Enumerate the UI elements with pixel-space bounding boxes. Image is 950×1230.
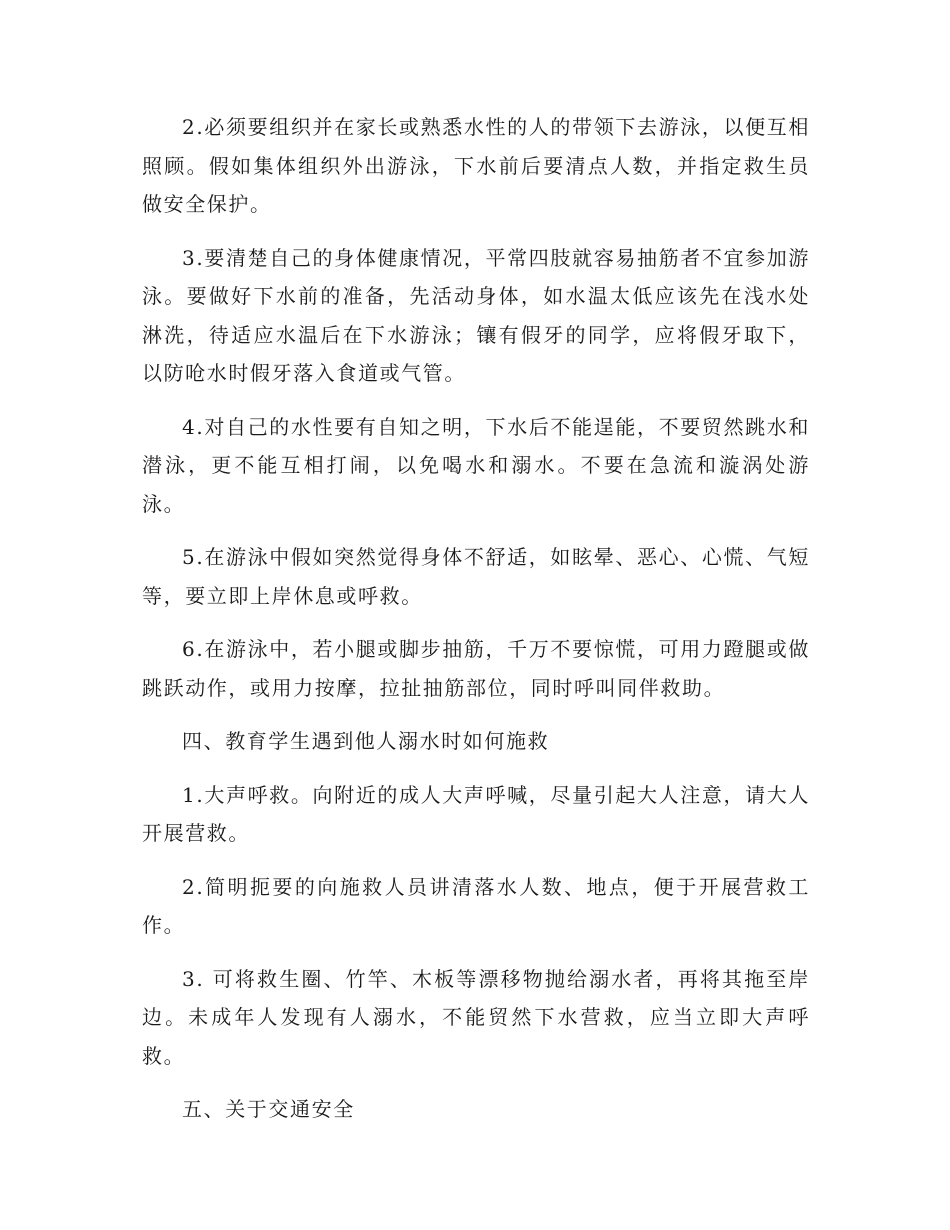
paragraph-item-4: 4.对自己的水性要有自知之明，下水后不能逞能，不要贸然跳水和潜泳，更不能互相打闹，以免喝水和溺水。不要在急流和漩涡处游泳。: [142, 414, 810, 516]
paragraph-rescue-3: 3. 可将救生圈、竹竿、木板等漂移物抛给溺水者，再将其拖至岸边。未成年人发现有人溺水，不能贸然下水营救，应当立即大声呼救。: [142, 966, 810, 1068]
paragraph-rescue-2: 2.简明扼要的向施救人员讲清落水人数、地点，便于开展营救工作。: [142, 874, 810, 937]
paragraph-item-5: 5.在游泳中假如突然觉得身体不舒适，如眩晕、恶心、心慌、气短等，要立即上岸休息或呼救。: [142, 545, 810, 608]
section-heading-5: 五、关于交通安全: [182, 1097, 355, 1121]
section-heading-4: 四、教育学生遇到他人溺水时如何施救: [182, 729, 550, 753]
document-body: [142, 108, 810, 1144]
paragraph-item-2: 2.必须要组织并在家长或熟悉水性的人的带领下去游泳，以便互相照顾。假如集体组织外出游泳，下水前后要清点人数，并指定救生员做安全保护。: [142, 115, 810, 216]
paragraph-item-3: 3.要清楚自己的身体健康情况，平常四肢就容易抽筋者不宜参加游泳。要做好下水前的准备，先活动身体，如水温太低应该先在浅水处淋洗，待适应水温后在下水游泳；镶有假牙的同学，应将假牙取下，以防呛水时假牙落入食道或气管。: [142, 245, 810, 385]
paragraph-item-6: 6.在游泳中，若小腿或脚步抽筋，千万不要惊慌，可用力蹬腿或做跳跃动作，或用力按摩，拉扯抽筋部位，同时呼叫同伴救助。: [142, 637, 810, 700]
paragraph-rescue-1: 1.大声呼救。向附近的成人大声呼喊，尽量引起大人注意，请大人开展营救。: [142, 782, 810, 845]
